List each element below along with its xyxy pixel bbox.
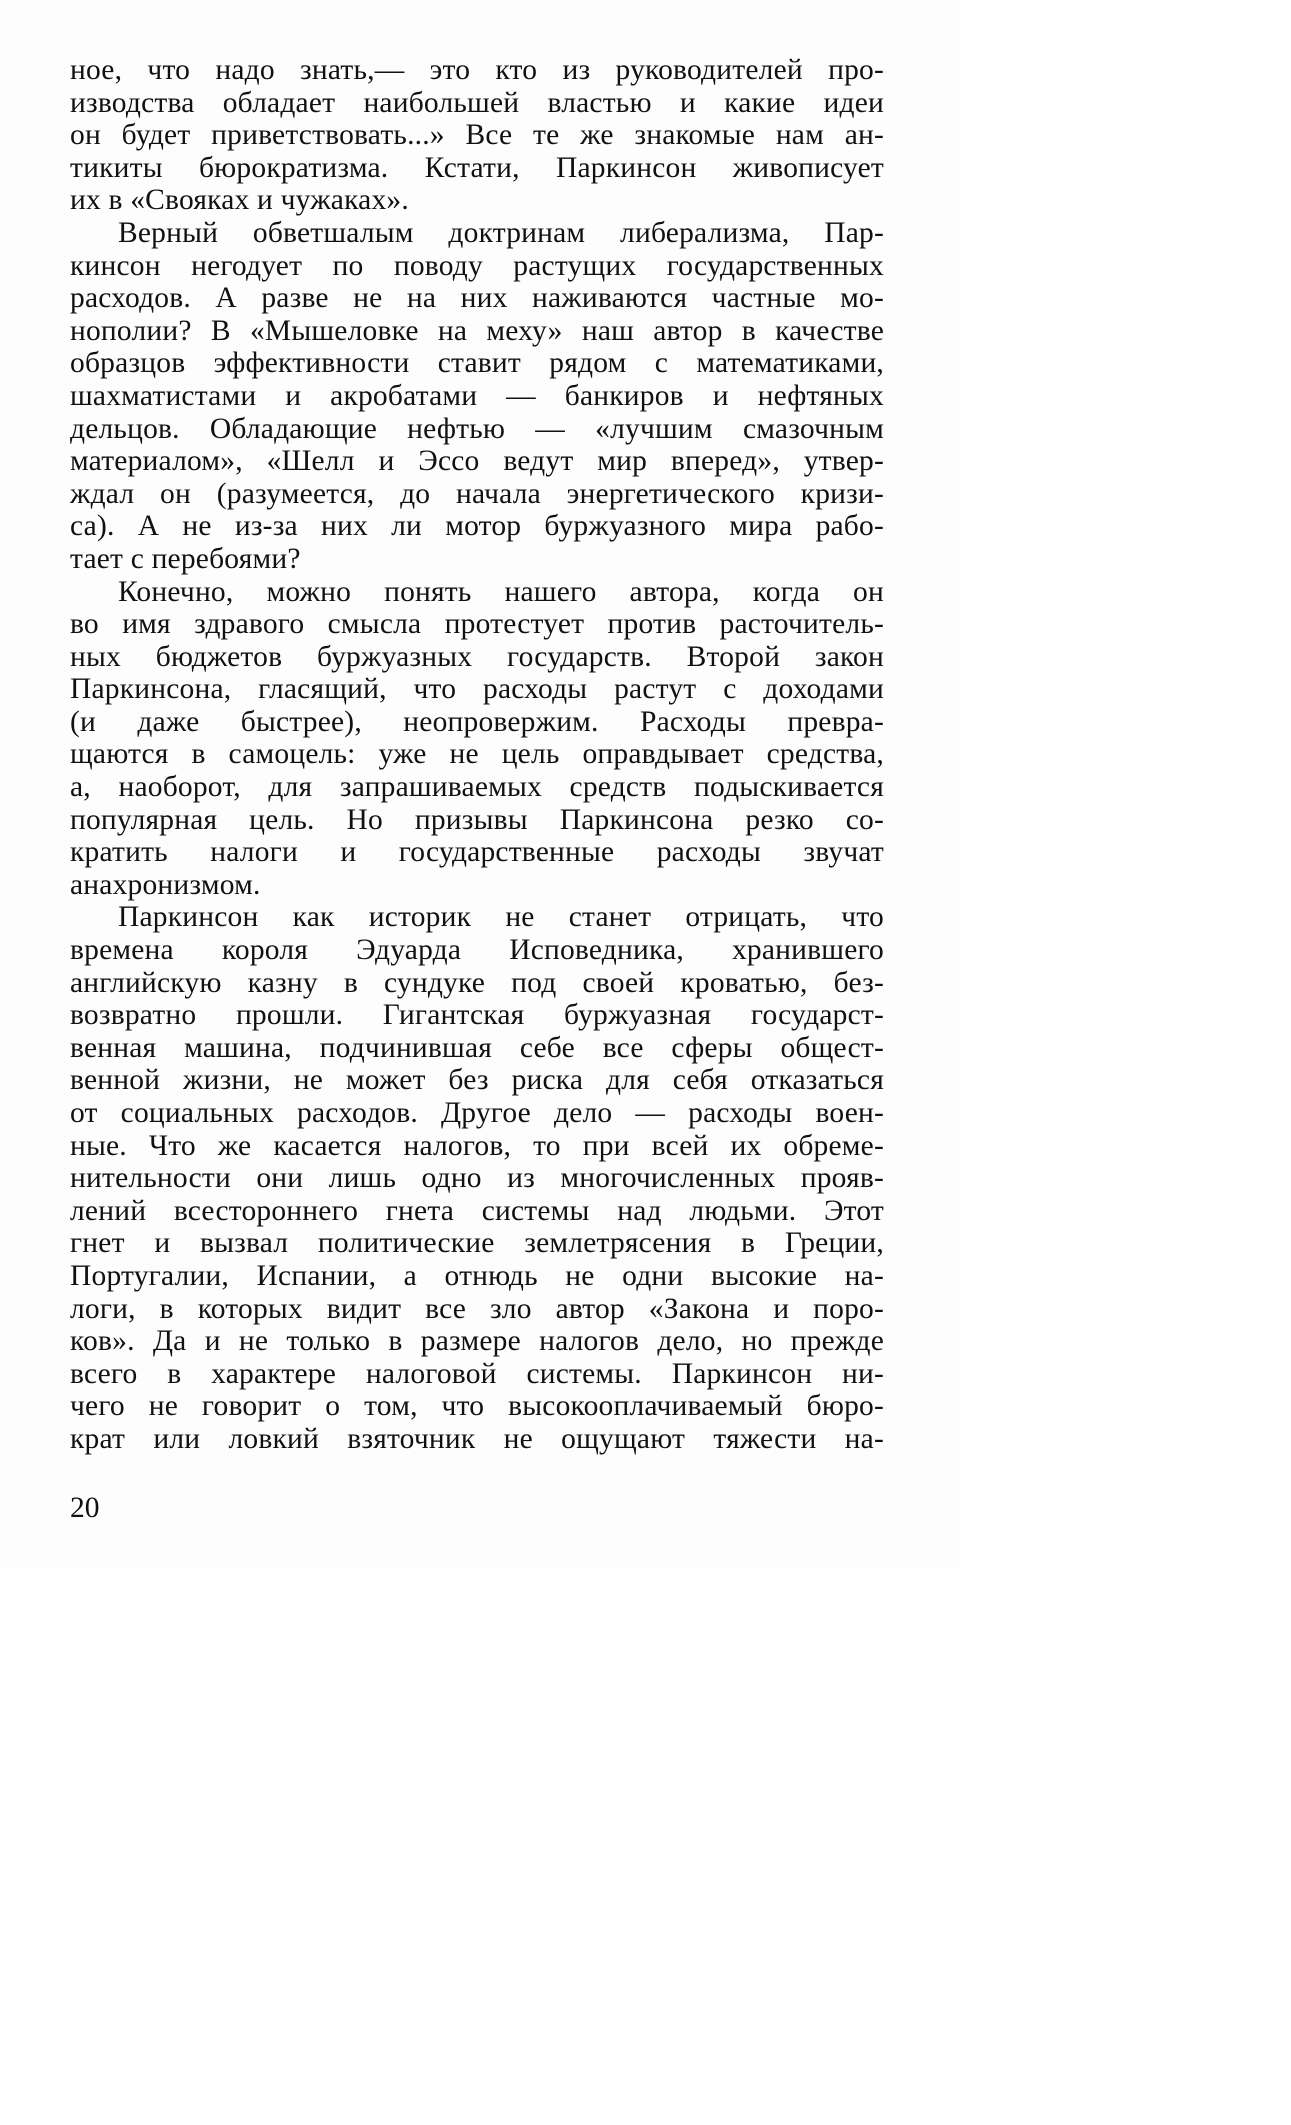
body-text [70, 54, 884, 1456]
text-line: лений всестороннего гнета системы над людьми. Этот [70, 1194, 884, 1227]
text-line: венная машина, подчинившая себе все сферы общест- [70, 1031, 884, 1064]
text-line: са). А не из-за них ли мотор буржуазного мира рабо- [70, 510, 884, 543]
text-line: венной жизни, не может без риска для себя отказаться [70, 1064, 884, 1097]
text-line: во имя здравого смысла протестует против расточитель- [70, 608, 884, 641]
text-line: крат или ловкий взяточник не ощущают тяжести на- [70, 1422, 884, 1455]
text-line: возвратно прошли. Гигантская буржуазная государст- [70, 999, 884, 1032]
text-line: Португалии, Испании, а отнюдь не одни высокие на- [70, 1259, 884, 1292]
text-line: расходов. А разве не на них наживаются частные мо- [70, 282, 884, 315]
text-line: всего в характере налоговой системы. Паркинсон ни- [70, 1357, 884, 1390]
text-line: Верный обветшалым доктринам либерализма, Пар- [118, 216, 884, 249]
text-line: ных бюджетов буржуазных государств. Второй закон [70, 640, 884, 673]
text-line: материалом», «Шелл и Эссо ведут мир вперед», утвер- [70, 445, 884, 478]
text-line: тает с перебоями? [70, 542, 301, 575]
text-line: (и даже быстрее), неопровержим. Расходы превра- [70, 705, 884, 738]
text-line: английскую казну в сундуке под своей кроватью, без- [70, 966, 884, 999]
text-line: шахматистами и акробатами — банкиров и нефтяных [70, 379, 884, 412]
text-line: от социальных расходов. Другое дело — расходы воен- [70, 1097, 884, 1129]
text-line: логи, в которых видит все зло автор «Закона и поро- [70, 1292, 884, 1325]
text-line: изводства обладает наибольшей властью и какие идеи [70, 86, 884, 119]
text-line: Паркинсон как историк не станет отрицать, что [118, 901, 884, 934]
text-line: времена короля Эдуарда Исповедника, хранившего [70, 934, 884, 967]
text-line: ждал он (разумеется, до начала энергетического кризи- [70, 477, 884, 510]
text-line: анахронизмом. [70, 868, 261, 901]
text-line: нополии? В «Мышеловке на меху» наш автор в качестве [70, 314, 884, 347]
text-line: нительности они лишь одно из многочисленных прояв- [70, 1162, 884, 1195]
text-line: чего не говорит о том, что высокооплачиваемый бюро- [70, 1390, 884, 1423]
text-line: он будет приветствовать...» Все те же знакомые нам ан- [70, 119, 884, 152]
text-line: щаются в самоцель: уже не цель оправдывает средства, [70, 738, 884, 771]
text-line: их в «Свояках и чужаках». [70, 184, 409, 217]
text-line: ков». Да и не только в размере налогов дело, но прежде [70, 1325, 884, 1358]
text-line: тикиты бюрократизма. Кстати, Паркинсон живописует [70, 151, 884, 184]
text-line: ные. Что же касается налогов, то при всей их обреме- [70, 1129, 884, 1162]
text-line: популярная цель. Но призывы Паркинсона резко со- [70, 803, 884, 836]
text-line: Паркинсона, гласящий, что расходы растут с доходами [70, 673, 884, 706]
text-line: образцов эффективности ставит рядом с математиками, [70, 347, 884, 380]
text-line: ное, что надо знать,— это кто из руководителей про- [70, 54, 884, 86]
text-line: гнет и вызвал политические землетрясения в Греции, [70, 1227, 884, 1260]
text-line: Конечно, можно понять нашего автора, когда он [118, 575, 884, 608]
text-line: а, наоборот, для запрашиваемых средств подыскивается [70, 771, 884, 804]
text-line: кинсон негодует по поводу растущих государственных [70, 249, 884, 282]
text-line: дельцов. Обладающие нефтью — «лучшим смазочным [70, 412, 884, 445]
text-line: кратить налоги и государственные расходы звучат [70, 836, 884, 869]
page-number: 20 [70, 1492, 100, 1524]
